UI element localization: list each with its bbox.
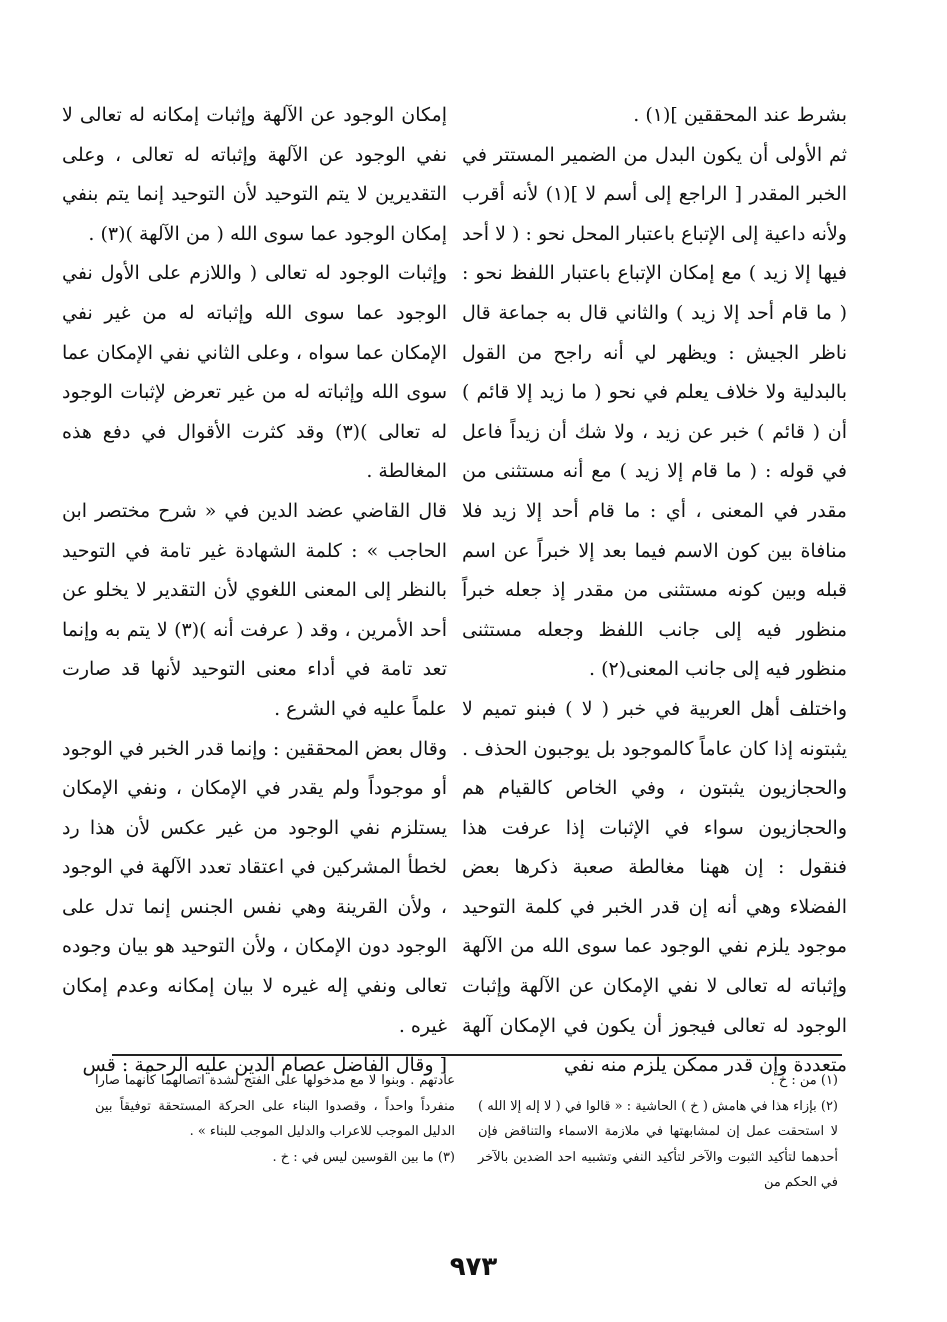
paragraph: بشرط عند المحققين ](١) . — [633, 104, 847, 126]
right-text-column — [462, 96, 847, 1086]
footnote: عادتهم . وبنوا لا مع مدخولها على الفتح لشدة اتصالهما كأنهما صارا منفرداً واحداً ، وقصدوا البناء على الحركة المستحقة توفيقاً بين الدليل الموجب للاعراب والدليل الموجب للبناء » . — [95, 1073, 455, 1140]
footnote: (٣) ما بين القوسين ليس في : خ . — [272, 1149, 455, 1165]
paragraph: [ وقال الفاضل عصام الدين عليه الرحمة : قس — [82, 1054, 447, 1077]
footnotes-left-column — [95, 1068, 455, 1170]
paragraph: وإثبات الوجود له تعالى ( واللازم على الأول نفي الوجود عما سوى الله وإثباته له من غير نفي الإمكان عما سواه ، وعلى الثاني نفي الإمكان عما سوى الله وإثباته له من غير تعرض لإثبات الوجود له تعالى )(٣) وقد كثرت الأقوال في دفع هذه المغالطة . — [62, 262, 447, 483]
footnote: (٢) بإزاء هذا في هامش ( خ ) الحاشية : « قالوا في ( لا إله إلا الله ) لا استحقت عمل إن لمشابهتها في ملازمة الاسماء والتناقض فإن أحدهما لتأكيد الثبوت والآخر لتأكيد النفي وتشبيه احد الضدين بالآخر في الحكم من — [478, 1098, 838, 1191]
footnotes-right-column — [478, 1068, 838, 1196]
paragraph: واختلف أهل العربية في خبر ( لا ) فبنو تميم لا يثبتونه إذا كان عاماً كالموجود بل يوجبون الحذف . والحجازيون يثبتون ، وفي الخاص كالقيام هم والحجازيون سواء في الإثبات إذا عرفت هذا فنقول : إن ههنا مغالطة صعبة ذكرها بعض الفضلاء وهي أنه إن قدر الخبر في كلمة التوحيد موجود يلزم نفي الوجود عما سوى الله من الآلهة وإثباته له تعالى لا نفي الإمكان عن الآلهة وإثبات الوجود له تعالى فيجوز أن يكون في الإمكان آلهة متعددة وإن قدر ممكن يلزم منه نفي — [462, 697, 847, 1077]
page-number: ٩٧٣ — [449, 1252, 498, 1282]
paragraph: وقال بعض المحققين : وإنما قدر الخبر في الوجود أو موجوداً ولم يقدر في الإمكان ، ونفي الإمكان يستلزم نفي الوجود من غير عكس لأن هذا رد لخطأ المشركين في اعتقاد تعدد الآلهة في الوجود ، ولأن القرينة وهي نفس الجنس إنما تدل على الوجود دون الإمكان ، ولأن التوحيد هو بيان وجوده تعالى ونفي إله غيره لا بيان إمكانه وعدم إمكان غيره . — [62, 737, 447, 1037]
paragraph: إمكان الوجود عن الآلهة وإثبات إمكانه له تعالى لا نفي الوجود عن الآلهة وإثباته له تعالى ، وعلى التقديرين لا يتم التوحيد لأن التوحيد إنما يتم بنفي إمكان الوجود عما سوى الله ( من الآلهة )(٣) . — [62, 104, 447, 245]
footnote-divider — [112, 1054, 842, 1056]
paragraph: ثم الأولى أن يكون البدل من الضمير المستتر في الخبر المقدر [ الراجع إلى أسم لا ](١) لأنه أقرب ولأنه داعية إلى الإتباع باعتبار المحل نحو : ( لا أحد فيها إلا زيد ) مع إمكان الإتباع باعتبار اللفظ نحو : ( ما قام أحد إلا زيد ) والثاني قال به جماعة قال ناظر الجيش : ويظهر لي أنه راجح من القول بالبدلية ولا خلاف يعلم في نحو ( ما زيد إلا قائم ) أن ( قائم ) خبر عن زيد ، ولا شك أن زيداً فاعل في قوله : ( ما قام إلا زيد ) مع أنه مستثنى من مقدر في المعنى ، أي : ما قام أحد إلا زيد فلا منافاة بين كون الاسم فيما بعد إلا خبراً عن اسم قبله وبين كونه مستثنى من مقدر إذ جعله خبراً منظور فيه إلى جانب اللفظ وجعله مستثنى منظور فيه إلى جانب المعنى(٢) . — [462, 143, 847, 681]
left-text-column — [62, 96, 447, 1086]
paragraph: قال القاضي عضد الدين في « شرح مختصر ابن الحاجب » : كلمة الشهادة غير تامة في التوحيد بالنظر إلى المعنى اللغوي لأن التقدير لا يخلو عن أحد الأمرين ، وقد ( عرفت أنه )(٣) لا يتم به وإنما تعد تامة في أداء معنى التوحيد لأنها قد صارت علماً عليه في الشرع . — [62, 499, 447, 720]
footnote: (١) من : خ . — [770, 1073, 838, 1088]
